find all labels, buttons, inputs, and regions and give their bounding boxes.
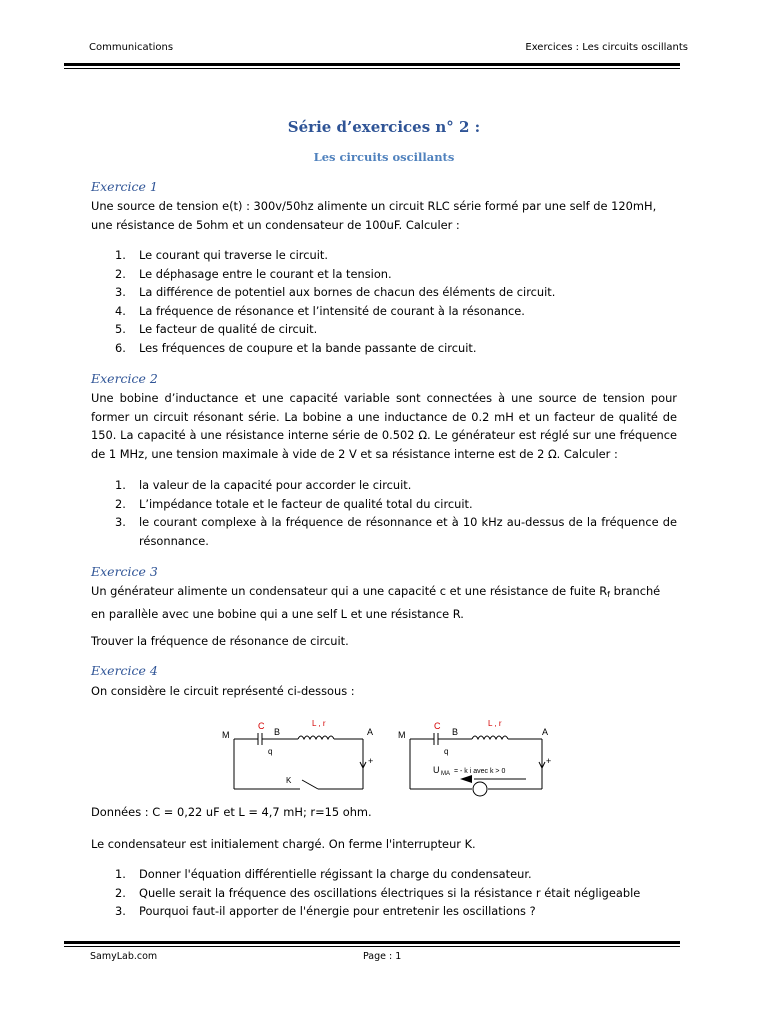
exercise-3-text-a: Un générateur alimente un condensateur qui a une capacité c et une résistance de fuite R [91,584,608,598]
subscript-f: f [607,590,610,599]
exercise-1-statement-line-2: une résistance de 5ohm et un condensateur de 100uF. Calculer : [91,217,460,232]
circuit-diagram-2 [396,712,561,797]
circuit-2-label-M: M [398,730,406,740]
exercise-4-title: Exercice 4 [91,663,158,678]
circuit-1-label-M: M [222,730,230,740]
list-number: 3. [115,904,126,919]
list-text: La fréquence de résonance et l’intensité de courant à la résonance. [139,303,525,318]
list-text: Les fréquences de coupure et la bande passante de circuit. [139,340,477,355]
exercise-3-title: Exercice 3 [91,564,158,579]
circuit-2-label-U-sub: MA [441,771,450,777]
footer-rule [64,941,680,944]
list-number: 6. [115,340,126,355]
list-number: 2. [115,885,126,900]
exercise-1-questions [91,246,677,358]
exercise-4-intro: On considère le circuit représenté ci-dessous : [91,684,355,698]
list-number: 4. [115,303,126,318]
header-right: Exercices : Les circuits oscillants [525,42,688,53]
exercise-4-statement: Le condensateur est initialement chargé. On ferme l'interrupteur K. [91,837,476,851]
circuit-1-label-B: B [274,727,281,737]
list-item [91,495,677,514]
list-text: le courant complexe à la fréquence de résonnance et à 10 kHz au-dessus de la fréquence de résonnance. [139,515,677,548]
list-number: 1. [115,478,126,492]
list-text: Le courant qui traverse le circuit. [139,248,328,262]
circuit-2-label-L: L , r [488,719,502,728]
circuit-1-label-plus: + [368,756,374,766]
list-item [91,283,677,302]
exercise-1-statement-line-1: Une source de tension e(t) : 300v/50hz alimente un circuit RLC série formé par une self de 120mH, [91,199,657,213]
page-title: Série d’exercices n° 2 : [287,118,481,136]
exercise-1-statement [91,197,677,234]
list-text: Donner l'équation différentielle régissant la charge du condensateur. [139,867,532,881]
header-rule-thin [64,68,680,69]
header-left: Communications [89,42,174,53]
circuit-1-label-C: C [258,721,265,731]
circuit-2-label-q: q [444,747,449,756]
list-text: Pourquoi faut-il apporter de l'énergie pour entretenir les oscillations ? [139,904,536,919]
circuit-diagram-1 [218,712,383,797]
exercise-2-statement: Une bobine d’inductance et une capacité variable sont connectées à une source de tension pour former un circuit résonant série. La bobine a une inductance de 0.2 mH et un facteur de qualité de 150. La capacité à une résistance interne série de 0.502 Ω. Le générateur est réglé sur une fréquence de 1 MHz, une tension maximale à vide de 2 V et sa résistance interne est de 2 Ω. Calculer : [91,391,677,461]
list-item [91,265,677,284]
circuit-2-label-U: U [433,765,440,775]
circuit-1-label-K: K [286,776,292,785]
circuit-2-label-B: B [452,727,459,737]
list-item [91,339,677,358]
footer-page-number: Page : 1 [363,951,402,962]
list-item [91,246,677,265]
exercise-2-title: Exercice 2 [91,371,158,386]
exercise-1-title: Exercice 1 [91,179,158,194]
circuit-1-label-A: A [367,727,374,737]
list-text: Le facteur de qualité de circuit. [139,322,318,337]
circuit-2-equation: = - k i avec k > 0 [454,768,506,775]
exercise-4-data: Données : C = 0,22 uF et L = 4,7 mH; r=15 ohm. [91,805,372,819]
list-text: la valeur de la capacité pour accorder le circuit. [139,478,412,492]
list-number: 3. [115,285,126,300]
header-rule [64,63,680,66]
circuit-2-label-A: A [542,727,549,737]
exercise-2-questions [91,476,677,550]
circuit-2-label-C: C [434,721,441,731]
list-number: 1. [115,867,126,881]
exercise-3-statement-line-1 [91,582,677,605]
circuit-1-label-q: q [268,747,273,756]
list-item [91,902,677,921]
footer-site: SamyLab.com [90,951,158,962]
exercise-3-text-b: branché [609,584,661,598]
exercise-3-statement-line-2: en parallèle avec une bobine qui a une self L et une résistance R. [91,606,464,621]
list-item [91,884,677,903]
current-arrow [460,775,472,783]
list-number: 1. [115,248,126,262]
list-item [91,302,677,321]
list-text: La différence de potentiel aux bornes de chacun des éléments de circuit. [139,285,556,300]
list-number: 5. [115,322,126,337]
list-text: Le déphasage entre le courant et la tension. [139,266,392,281]
list-item [91,476,677,495]
list-text: L’impédance totale et le facteur de qualité total du circuit. [139,496,473,511]
list-item [91,320,677,339]
circuit-1-label-L: L , r [312,719,326,728]
list-item [91,513,677,550]
page-subtitle: Les circuits oscillants [313,150,455,164]
exercise-4-questions [91,865,677,921]
exercise-3-question: Trouver la fréquence de résonance de circuit. [91,634,349,648]
list-number: 2. [115,266,126,281]
circuit-2-label-plus: + [546,756,552,766]
list-item [91,865,677,884]
list-number: 2. [115,496,126,511]
footer-rule-thin [64,946,680,947]
list-number: 3. [115,515,126,530]
list-text: Quelle serait la fréquence des oscillations électriques si la résistance r était négligeable [139,885,641,900]
exercise-3-statement [91,582,677,623]
